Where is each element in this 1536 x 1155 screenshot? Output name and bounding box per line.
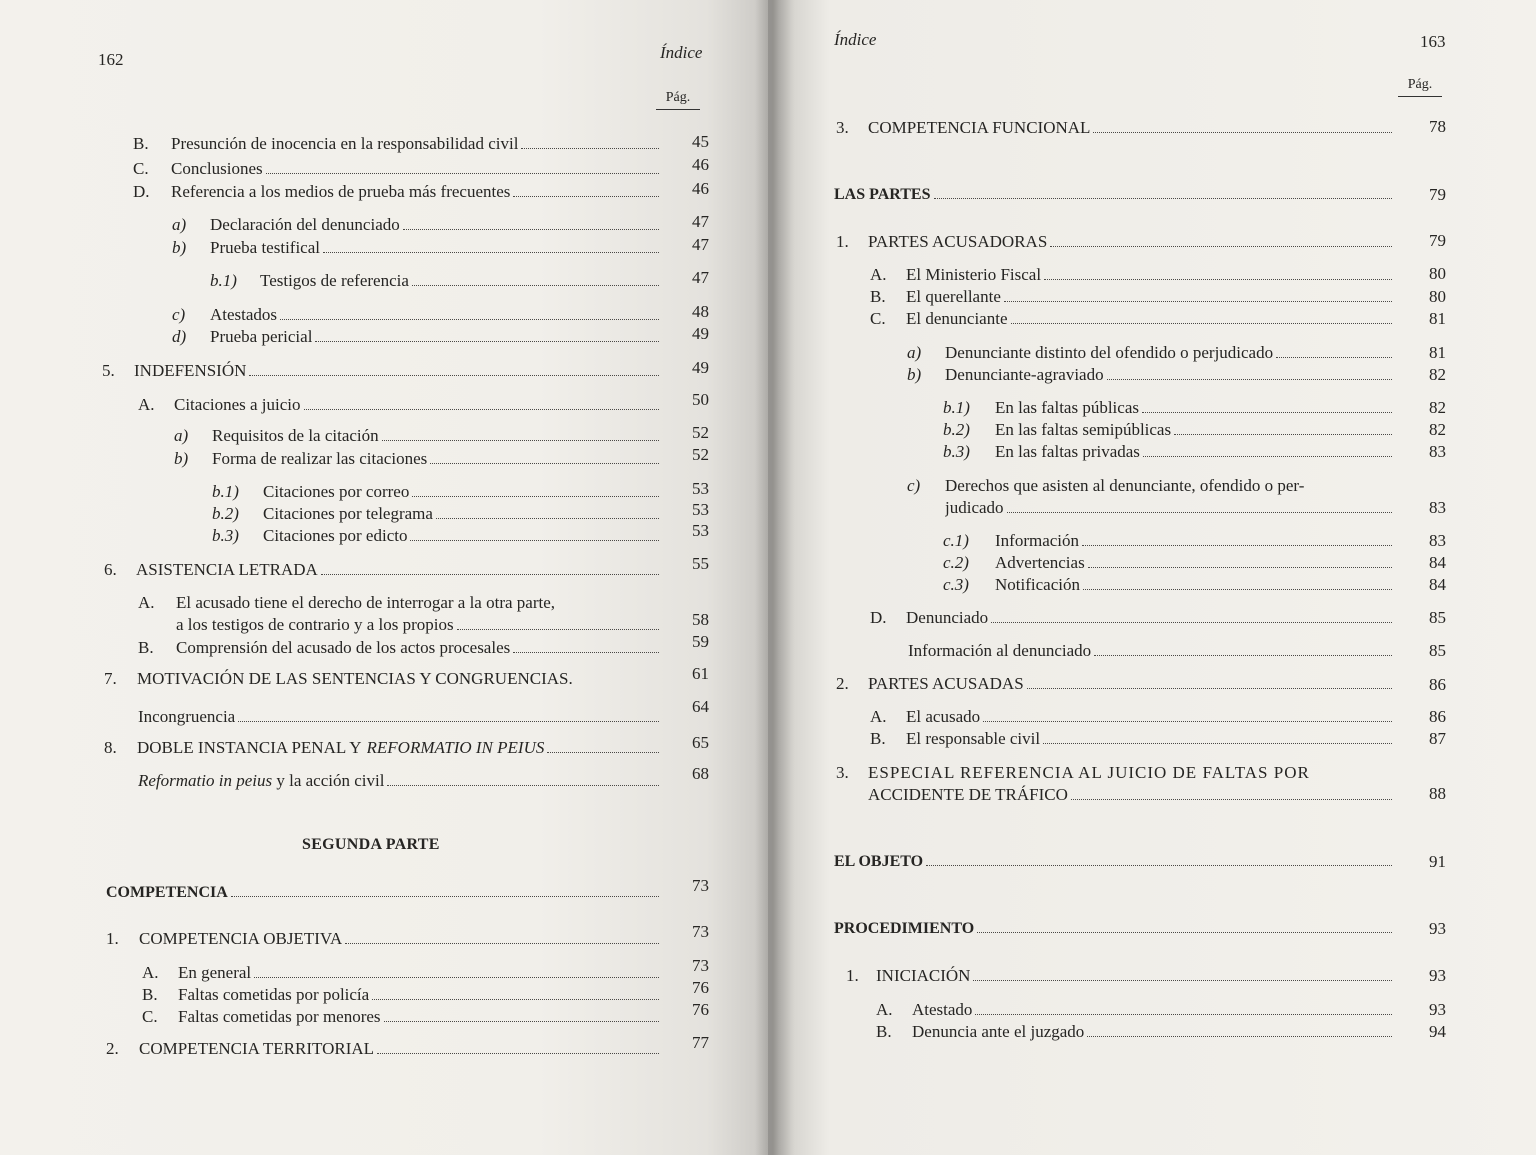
- dot-leader: [1043, 743, 1392, 744]
- dot-leader: [926, 865, 1392, 866]
- entry-page: 65: [692, 733, 709, 752]
- dot-leader: [266, 173, 659, 174]
- entry-title: Faltas cometidas por menores: [178, 1007, 381, 1026]
- entry-number: A.: [142, 963, 159, 982]
- running-head: Índice: [660, 43, 703, 62]
- dot-leader: [1276, 357, 1392, 358]
- toc-entry: [876, 999, 1396, 1021]
- dot-leader: [1071, 799, 1392, 800]
- entry-number: b.3): [212, 526, 239, 545]
- dot-leader: [412, 285, 659, 286]
- toc-entry: [133, 181, 663, 203]
- entry-title: Presunción de inocencia en la responsabilidad civil: [171, 134, 519, 153]
- entry-title: Incongruencia: [138, 707, 236, 726]
- entry-number: B.: [138, 638, 154, 657]
- dot-leader: [513, 652, 659, 653]
- entry-title: Faltas cometidas por policía: [178, 985, 370, 1004]
- toc-entry: [142, 984, 663, 1006]
- entry-title: Testigos de referencia: [260, 271, 409, 290]
- toc-entry: [836, 673, 1396, 695]
- entry-title: Forma de realizar las citaciones: [212, 449, 428, 468]
- entry-title: Atestados: [210, 305, 278, 324]
- entry-number: B.: [876, 1022, 892, 1041]
- dot-leader: [1093, 132, 1392, 133]
- dot-leader: [983, 721, 1392, 722]
- entry-title: Atestado: [912, 1000, 973, 1019]
- dot-leader: [1050, 246, 1392, 247]
- entry-title: PROCEDIMIENTO: [834, 920, 975, 937]
- entry-page: 64: [692, 697, 709, 716]
- entry-page: 84: [1429, 575, 1446, 594]
- toc-entry: [106, 1038, 663, 1060]
- entry-title: EL OBJETO: [834, 853, 924, 870]
- dot-leader: [412, 496, 659, 497]
- entry-number: b.1): [212, 482, 239, 501]
- toc-entry: [836, 231, 1396, 253]
- entry-page: 73: [692, 876, 709, 895]
- entry-page: 91: [1429, 852, 1446, 871]
- entry-page: 61: [692, 664, 709, 683]
- entry-number: 8.: [104, 738, 117, 757]
- entry-page: 68: [692, 764, 709, 783]
- entry-number: b.2): [212, 504, 239, 523]
- entry-title: INDEFENSIÓN: [134, 361, 247, 380]
- dot-leader: [991, 622, 1392, 623]
- entry-title: El querellante: [906, 287, 1001, 306]
- toc-entry: [943, 552, 1396, 574]
- dot-leader: [973, 980, 1392, 981]
- dot-leader: [410, 540, 659, 541]
- toc-entry: [870, 264, 1396, 286]
- entry-page: 47: [692, 268, 709, 287]
- dot-leader: [975, 1014, 1392, 1015]
- entry-page: 53: [692, 521, 709, 540]
- toc-entry: [870, 607, 1396, 629]
- entry-page: 88: [1429, 784, 1446, 803]
- toc-entry: [943, 419, 1396, 441]
- entry-number: b.2): [943, 420, 970, 439]
- entry-title: El acusado: [906, 707, 981, 726]
- toc-entry: [943, 574, 1396, 596]
- dot-leader: [280, 319, 659, 320]
- entry-number: b.3): [943, 442, 970, 461]
- entry-page: 46: [692, 155, 709, 174]
- toc-entry: [870, 286, 1396, 308]
- entry-title: Denuncia ante el juzgado: [912, 1022, 1085, 1041]
- entry-page: 78: [1429, 117, 1446, 136]
- entry-title: En las faltas públicas: [995, 398, 1139, 417]
- entry-page: 93: [1429, 966, 1446, 985]
- toc-entry: [138, 770, 663, 792]
- entry-number: B.: [870, 287, 886, 306]
- entry-page: 49: [692, 324, 709, 343]
- entry-page: 81: [1429, 343, 1446, 362]
- dot-leader: [377, 1053, 659, 1054]
- dot-leader: [457, 629, 659, 630]
- dot-leader: [254, 977, 659, 978]
- entry-number: 6.: [104, 560, 117, 579]
- toc-entry-wrapped: [907, 475, 1396, 519]
- entry-number: B.: [142, 985, 158, 1004]
- entry-number: b): [172, 238, 187, 257]
- entry-page: 50: [692, 390, 709, 409]
- entry-number: 3.: [836, 118, 849, 137]
- dot-leader: [430, 463, 659, 464]
- dot-leader: [384, 1021, 659, 1022]
- entry-page: 80: [1429, 264, 1446, 283]
- entry-number: A.: [870, 707, 887, 726]
- toc-entry: [142, 1006, 663, 1028]
- entry-page: 46: [692, 179, 709, 198]
- entry-page: 45: [692, 132, 709, 151]
- entry-page: 93: [1429, 1000, 1446, 1019]
- entry-page: 52: [692, 445, 709, 464]
- entry-page: 80: [1429, 287, 1446, 306]
- entry-title: ASISTENCIA LETRADA: [136, 560, 318, 579]
- toc-entry: [846, 965, 1396, 987]
- dot-leader: [238, 721, 659, 722]
- entry-title: Advertencias: [995, 553, 1085, 572]
- toc-entry: [908, 640, 1396, 662]
- entry-title: Declaración del denunciado: [210, 215, 400, 234]
- dot-leader: [934, 198, 1393, 199]
- page-number: 163: [1420, 32, 1446, 51]
- toc-entry: [943, 397, 1396, 419]
- entry-page: 76: [692, 1000, 709, 1019]
- entry-page: 47: [692, 212, 709, 231]
- entry-page: 73: [692, 956, 709, 975]
- entry-title: ESPECIAL REFERENCIA AL JUICIO DE FALTAS POR: [868, 763, 1310, 782]
- entry-page: 86: [1429, 707, 1446, 726]
- toc-entry: [172, 304, 663, 326]
- entry-page: 83: [1429, 498, 1446, 517]
- dot-leader: [1174, 434, 1392, 435]
- entry-page: 58: [692, 610, 709, 629]
- entry-title: PARTES ACUSADAS: [868, 674, 1024, 693]
- running-head: Índice: [834, 30, 877, 49]
- entry-title: Denunciado: [906, 608, 989, 627]
- page-number: 162: [98, 50, 124, 69]
- toc-entry: [138, 706, 663, 728]
- toc-entry: [212, 525, 663, 547]
- entry-title: Citaciones por telegrama: [263, 504, 433, 523]
- entry-page: 49: [692, 358, 709, 377]
- toc-entry: [106, 928, 663, 950]
- entry-number: 2.: [836, 674, 849, 693]
- dot-leader: [513, 196, 659, 197]
- entry-page: 53: [692, 479, 709, 498]
- entry-title: El Ministerio Fiscal: [906, 265, 1042, 284]
- entry-title-italic: Reformatio in peius: [138, 771, 273, 790]
- entry-title: DOBLE INSTANCIA PENAL Y: [137, 738, 362, 757]
- toc-entry: [104, 737, 663, 759]
- entry-title: Citaciones por correo: [263, 482, 410, 501]
- dot-leader: [1087, 1036, 1392, 1037]
- entry-title: Denunciante-agraviado: [945, 365, 1104, 384]
- entry-page: 79: [1429, 185, 1446, 204]
- entry-page: 83: [1429, 442, 1446, 461]
- entry-page: 48: [692, 302, 709, 321]
- entry-number: c): [907, 476, 921, 495]
- entry-title: COMPETENCIA OBJETIVA: [139, 929, 343, 948]
- entry-number: D.: [870, 608, 887, 627]
- toc-entry: [102, 360, 663, 382]
- dot-leader: [1044, 279, 1392, 280]
- dot-leader: [1011, 323, 1393, 324]
- toc-entry: [876, 1021, 1396, 1043]
- entry-title-continuation: judicado: [945, 498, 1004, 517]
- entry-page: 52: [692, 423, 709, 442]
- dot-leader: [323, 252, 659, 253]
- entry-title: El acusado tiene el derecho de interrogar a la otra parte,: [176, 593, 555, 612]
- entry-number: d): [172, 327, 187, 346]
- entry-page: 82: [1429, 420, 1446, 439]
- toc-entry: [172, 326, 663, 348]
- toc-entry: [172, 214, 663, 236]
- entry-number: c): [172, 305, 186, 324]
- entry-title: COMPETENCIA TERRITORIAL: [139, 1039, 375, 1058]
- entry-title-italic: REFORMATIO IN PEIUS: [366, 738, 545, 757]
- toc-entry: [174, 425, 663, 447]
- toc-entry: [174, 448, 663, 470]
- toc-entry: [834, 851, 1396, 873]
- dot-leader: [321, 574, 659, 575]
- entry-page: 87: [1429, 729, 1446, 748]
- dot-leader: [304, 409, 659, 410]
- right-page: [768, 0, 1536, 1155]
- entry-number: b): [174, 449, 189, 468]
- entry-title: INICIACIÓN: [876, 966, 971, 985]
- toc-entry: [138, 637, 663, 659]
- entry-number: 1.: [846, 966, 859, 985]
- entry-number: a): [174, 426, 189, 445]
- entry-number: 2.: [106, 1039, 119, 1058]
- entry-page: 47: [692, 235, 709, 254]
- dot-leader: [1094, 655, 1392, 656]
- toc-entry: [212, 503, 663, 525]
- dot-leader: [1007, 512, 1392, 513]
- book-gutter-shadow: [755, 0, 795, 1155]
- entry-number: a): [907, 343, 922, 362]
- entry-number: c.2): [943, 553, 969, 572]
- pag-label: Pág.: [1398, 77, 1442, 97]
- dot-leader: [1082, 545, 1392, 546]
- toc-entry: [836, 117, 1396, 139]
- toc-entry: [943, 441, 1396, 463]
- toc-entry: [142, 962, 663, 984]
- entry-page: 79: [1429, 231, 1446, 250]
- entry-number: b): [907, 365, 922, 384]
- entry-number: D.: [133, 182, 150, 201]
- entry-number: b.1): [943, 398, 970, 417]
- dot-leader: [315, 341, 659, 342]
- entry-page: 85: [1429, 608, 1446, 627]
- dot-leader: [231, 896, 659, 897]
- toc-entry: [104, 668, 664, 690]
- entry-page: 73: [692, 922, 709, 941]
- toc-entry: [138, 394, 663, 416]
- entry-page: 85: [1429, 641, 1446, 660]
- entry-title-continuation: ACCIDENTE DE TRÁFICO: [868, 785, 1068, 804]
- dot-leader: [1004, 301, 1392, 302]
- entry-title: Información: [995, 531, 1080, 550]
- entry-number: 7.: [104, 669, 117, 688]
- toc-entry: [943, 530, 1396, 552]
- entry-page: 55: [692, 554, 709, 573]
- dot-leader: [547, 752, 659, 753]
- entry-title: Prueba testifical: [210, 238, 320, 257]
- entry-title: Derechos que asisten al denunciante, ofendido o per-: [945, 476, 1305, 495]
- entry-title: En las faltas privadas: [995, 442, 1140, 461]
- entry-number: C.: [142, 1007, 158, 1026]
- dot-leader: [249, 375, 659, 376]
- toc-entry-wrapped: [138, 592, 663, 636]
- entry-title: Requisitos de la citación: [212, 426, 379, 445]
- entry-title: Citaciones por edicto: [263, 526, 408, 545]
- entry-number: C.: [133, 159, 149, 178]
- entry-title: PARTES ACUSADORAS: [868, 232, 1048, 251]
- entry-title: Información al denunciado: [908, 641, 1092, 660]
- entry-number: c.3): [943, 575, 969, 594]
- toc-entry: [834, 918, 1396, 940]
- entry-number: 3.: [836, 763, 849, 782]
- entry-page: 82: [1429, 398, 1446, 417]
- entry-title: y la acción civil: [272, 771, 385, 790]
- entry-page: 81: [1429, 309, 1446, 328]
- entry-page: 86: [1429, 675, 1446, 694]
- entry-number: 5.: [102, 361, 115, 380]
- dot-leader: [1027, 688, 1392, 689]
- dot-leader: [345, 943, 659, 944]
- dot-leader: [1107, 379, 1392, 380]
- entry-title: Prueba pericial: [210, 327, 313, 346]
- dot-leader: [977, 932, 1392, 933]
- dot-leader: [1088, 567, 1392, 568]
- entry-page: 77: [692, 1033, 709, 1052]
- entry-title: El denunciante: [906, 309, 1008, 328]
- toc-entry: [870, 308, 1396, 330]
- dot-leader: [372, 999, 659, 1000]
- entry-page: 93: [1429, 919, 1446, 938]
- entry-number: A.: [870, 265, 887, 284]
- part-heading: SEGUNDA PARTE: [302, 836, 440, 853]
- entry-title: Denunciante distinto del ofendido o perjudicado: [945, 343, 1274, 362]
- entry-number: B.: [133, 134, 149, 153]
- entry-title: Conclusiones: [171, 159, 263, 178]
- toc-entry: [834, 184, 1396, 206]
- entry-number: B.: [870, 729, 886, 748]
- toc-entry: [106, 882, 663, 904]
- toc-entry: [907, 342, 1396, 364]
- entry-page: 53: [692, 500, 709, 519]
- entry-number: A.: [138, 395, 155, 414]
- entry-title: MOTIVACIÓN DE LAS SENTENCIAS Y CONGRUENCIAS.: [137, 669, 573, 688]
- entry-number: A.: [138, 593, 155, 612]
- entry-title: El responsable civil: [906, 729, 1041, 748]
- entry-title-continuation: a los testigos de contrario y a los propios: [176, 615, 454, 634]
- entry-title: COMPETENCIA FUNCIONAL: [868, 118, 1091, 137]
- entry-page: 94: [1429, 1022, 1446, 1041]
- pag-label: Pág.: [656, 90, 700, 110]
- dot-leader: [521, 148, 659, 149]
- dot-leader: [387, 785, 659, 786]
- entry-page: 84: [1429, 553, 1446, 572]
- toc-entry: [133, 158, 663, 180]
- toc-entry: [870, 728, 1396, 750]
- entry-number: 1.: [106, 929, 119, 948]
- toc-entry: [104, 559, 663, 581]
- entry-title: Citaciones a juicio: [174, 395, 301, 414]
- entry-title: COMPETENCIA: [106, 884, 228, 901]
- toc-entry: [870, 706, 1396, 728]
- dot-leader: [1143, 456, 1392, 457]
- entry-title: Notificación: [995, 575, 1080, 594]
- dot-leader: [1142, 412, 1392, 413]
- entry-title: Comprensión del acusado de los actos procesales: [176, 638, 511, 657]
- toc-entry: [133, 133, 663, 155]
- entry-number: A.: [876, 1000, 893, 1019]
- dot-leader: [403, 229, 659, 230]
- dot-leader: [436, 518, 659, 519]
- entry-number: c.1): [943, 531, 969, 550]
- dot-leader: [1083, 589, 1392, 590]
- entry-title: En general: [178, 963, 252, 982]
- entry-number: b.1): [210, 271, 237, 290]
- dot-leader: [382, 440, 659, 441]
- entry-page: 83: [1429, 531, 1446, 550]
- entry-number: 1.: [836, 232, 849, 251]
- toc-entry-wrapped: [836, 762, 1396, 806]
- toc-entry: [212, 481, 663, 503]
- toc-entry: [172, 237, 663, 259]
- toc-entry: [210, 270, 663, 292]
- entry-title: En las faltas semipúblicas: [995, 420, 1172, 439]
- entry-title: LAS PARTES: [834, 186, 931, 203]
- toc-entry: [907, 364, 1396, 386]
- entry-page: 82: [1429, 365, 1446, 384]
- entry-page: 59: [692, 632, 709, 651]
- entry-title: Referencia a los medios de prueba más frecuentes: [171, 182, 511, 201]
- entry-number: C.: [870, 309, 886, 328]
- entry-page: 76: [692, 978, 709, 997]
- entry-number: a): [172, 215, 187, 234]
